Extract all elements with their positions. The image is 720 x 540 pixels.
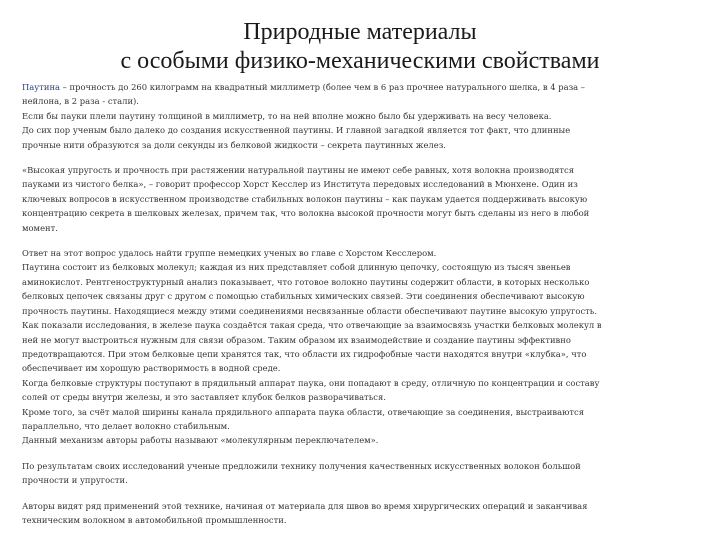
- line-text: параллельно, что делает волокно стабильным.: [22, 420, 230, 431]
- line-text: ней не могут выстроиться нужным для связи образом. Таким образом их взаимодействие и создание паутины эффективно: [22, 334, 571, 345]
- paragraph: [22, 246, 710, 448]
- text-line: [22, 138, 710, 152]
- line-text: Когда белковые структуры поступают в прядильный аппарат паука, они попадают в среду, отличную по концентрации и составу: [22, 377, 600, 388]
- line-text: обеспечивает им хорошую растворимость в водной среде.: [22, 363, 281, 374]
- text-line: [22, 347, 710, 361]
- line-text: «Высокая упругость и прочность при растяжении натуральной паутины не имеют себе равных, хотя волокна производятся: [22, 165, 575, 176]
- line-text: ключевых вопросов в искусственном производстве стабильных волокон паутины – как паукам удается поддерживать высокую: [22, 193, 588, 204]
- text-line: [22, 419, 710, 433]
- text-line: [22, 499, 710, 513]
- line-text: техническим волокном в автомобильной промышленности.: [22, 514, 287, 525]
- line-text: Кроме того, за счёт малой ширины канала прядильного аппарата паука области, отвечающие за соединения, выстраиваются: [22, 406, 585, 417]
- text-line: [22, 206, 710, 220]
- text-line: [22, 275, 710, 289]
- text-line: [22, 80, 710, 94]
- line-text: солей от среды внутри железы, и это заставляет клубок белков разворачиваться.: [22, 392, 386, 403]
- line-text: прочность паутины. Находящиеся между этими соединениями несвязанные области обеспечивают паутине высокую упругость.: [22, 305, 598, 316]
- text-line: [22, 192, 710, 206]
- line-text: Данный механизм авторы работы называют «молекулярным переключателем».: [22, 435, 379, 446]
- text-line: [22, 246, 710, 260]
- text-line: [22, 459, 710, 473]
- text-line: [22, 109, 710, 123]
- text-line: [22, 473, 710, 487]
- line-text: Ответ на этот вопрос удалось найти группе немецких ученых во главе с Хорстом Кесслером.: [22, 248, 437, 259]
- line-text: концентрацию секрета в шелковых железах, причем так, что волокна высокой прочности могут быть сделаны из него в любой: [22, 208, 590, 219]
- line-text: Как показали исследования, в железе паука создаётся такая среда, что отвечающие за взаимосвязь участки белковых молекул в: [22, 320, 602, 331]
- text-line: [22, 123, 710, 137]
- line-text: предотвращаются. При этом белковые цепи хранятся так, что области их гидрофобные части находятся внутри «клубка», что: [22, 348, 587, 359]
- text-line: [22, 376, 710, 390]
- text-line: [22, 318, 710, 332]
- text-line: [22, 304, 710, 318]
- line-text: – прочность до 260 килограмм на квадратный миллиметр (более чем в 6 раз прочнее натурального шелка, в 4 раза –: [60, 82, 585, 92]
- line-text: белковых цепочек связаны друг с другом с помощью стабильных химических связей. Эти соединения обеспечивают высокую: [22, 291, 585, 302]
- line-text: До сих пор ученым было далеко до создания искусственной паутины. И главной загадкой является тот факт, что длинные: [22, 125, 571, 136]
- text-line: [22, 177, 710, 191]
- text-line: [22, 333, 710, 347]
- text-line: [22, 390, 710, 404]
- line-text: аминокислот. Рентгеноструктурный анализ показывает, что готовое волокно паутины содержит области, в которых несколько: [22, 276, 590, 287]
- body-text: [22, 80, 710, 538]
- line-text: Паутина состоит из белковых молекул; каждая из них представляет собой длинную цепочку, состоящую из тысяч звеньев: [22, 262, 571, 273]
- line-text: прочные нити образуются за доли секунды из белковой жидкости – секрета паутинных желез.: [22, 139, 446, 150]
- text-line: [22, 289, 710, 303]
- line-text: момент.: [22, 222, 58, 233]
- text-line: [22, 94, 710, 108]
- title-line-1: Природные материалы: [243, 19, 477, 45]
- text-line: [22, 513, 710, 527]
- title-line-2: с особыми физико-механическими свойствами: [120, 48, 600, 74]
- text-line: [22, 433, 710, 447]
- highlighted-term: Паутина: [22, 82, 61, 92]
- line-text: Если бы пауки плели паутину толщиной в миллиметр, то на ней вполне можно было бы удерживать на весу человека.: [22, 110, 552, 121]
- paragraph: [22, 499, 710, 528]
- text-line: [22, 260, 710, 274]
- line-text: Авторы видят ряд применений этой технике, начиная от материала для швов во время хирургических операций и заканчивая: [22, 500, 588, 511]
- text-line: [22, 361, 710, 375]
- paragraph: [22, 163, 710, 235]
- paragraph: [22, 459, 710, 488]
- text-line: [22, 221, 710, 235]
- line-text: По результатам своих исследований ученые предложили технику получения качественных искусственных волокон большой: [22, 460, 581, 471]
- line-text: прочности и упругости.: [22, 475, 128, 486]
- line-text: пауками из чистого белка», – говорит профессор Хорст Кесслер из Института передовых исследований в Мюнхене. Один из: [22, 179, 578, 190]
- paragraph: [22, 80, 710, 152]
- slide-title: [0, 18, 720, 76]
- line-text: нейлона, в 2 раза - стали).: [22, 96, 139, 107]
- text-line: [22, 163, 710, 177]
- text-line: [22, 405, 710, 419]
